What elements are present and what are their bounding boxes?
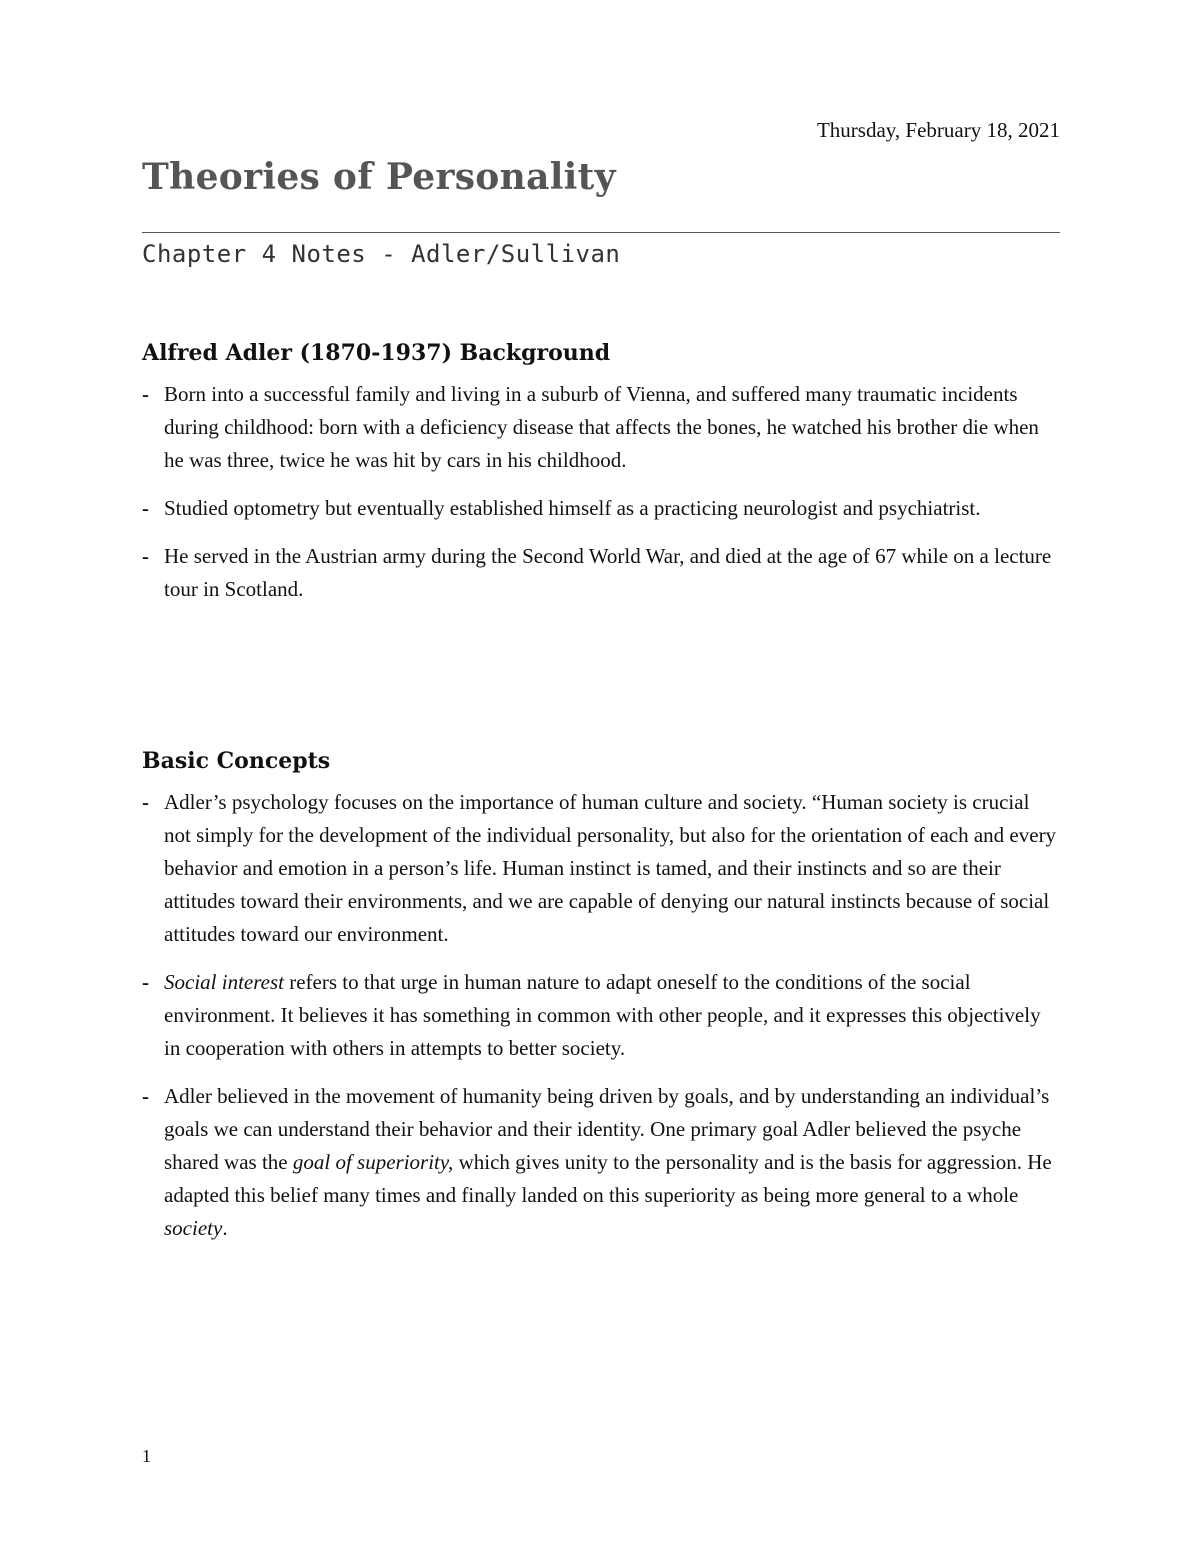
list-item — [142, 966, 1060, 1065]
document-subtitle: Chapter 4 Notes - Adler/Sullivan — [142, 240, 621, 268]
list-item — [142, 540, 1060, 606]
bullet-text: Adler believed in the movement of humanity being driven by goals, and by understanding an individual’s goals we can understand their behavior and their identity. One primary goal Adler believed the psyche shared was the — [164, 1084, 1050, 1174]
document-date: Thursday, February 18, 2021 — [816, 118, 1060, 142]
section-basic-concepts — [142, 748, 1060, 1260]
bullet-text: which gives unity to the personality and is the basis for aggression. He adapted this belief many times and finally landed on this superiority as being more general to a whole — [164, 1150, 1052, 1207]
section-adler-background — [142, 340, 1060, 621]
bullet-list — [142, 378, 1060, 606]
italic-term: Social interest — [164, 970, 284, 994]
list-item — [142, 378, 1060, 477]
list-item — [142, 786, 1060, 951]
bullet-dash: - — [142, 544, 149, 568]
bullet-dash: - — [142, 1084, 149, 1108]
section-heading: Basic Concepts — [142, 748, 331, 774]
bullet-text: Born into a successful family and living in a suburb of Vienna, and suffered many traumatic incidents during childhood: born with a deficiency disease that affects the bones, he watched his brother die when he was three, twice he was hit by cars in his childhood. — [164, 382, 1039, 472]
document-title: Theories of Personality — [142, 156, 616, 198]
section-heading: Alfred Adler (1870-1937) Background — [142, 340, 611, 366]
italic-term: goal of superiority, — [292, 1150, 454, 1174]
bullet-list — [142, 786, 1060, 1245]
bullet-text: He served in the Austrian army during the Second World War, and died at the age of 67 while on a lecture tour in Scotland. — [164, 544, 1052, 601]
bullet-dash: - — [142, 790, 149, 814]
bullet-text: Studied optometry but eventually established himself as a practicing neurologist and psychiatrist. — [164, 496, 981, 520]
page-number: 1 — [142, 1446, 151, 1466]
title-divider — [142, 232, 1060, 233]
bullet-text: Adler’s psychology focuses on the importance of human culture and society. “Human society is crucial not simply for the development of the individual personality, but also for the orientation of each and every behavior and emotion in a person’s life. Human instinct is tamed, and their instincts and so are their attitudes toward their environments, and we are capable of denying our natural instincts because of social attitudes toward our environment. — [164, 790, 1057, 946]
bullet-text: . — [222, 1216, 228, 1240]
bullet-dash: - — [142, 970, 149, 994]
bullet-dash: - — [142, 382, 149, 406]
list-item — [142, 1080, 1060, 1245]
list-item — [142, 492, 1060, 525]
bullet-dash: - — [142, 496, 149, 520]
bullet-text: refers to that urge in human nature to adapt oneself to the conditions of the social environment. It believes it has something in common with other people, and it expresses this objectively in cooperation with others in attempts to better society. — [164, 970, 1041, 1060]
italic-term: society — [164, 1216, 223, 1240]
